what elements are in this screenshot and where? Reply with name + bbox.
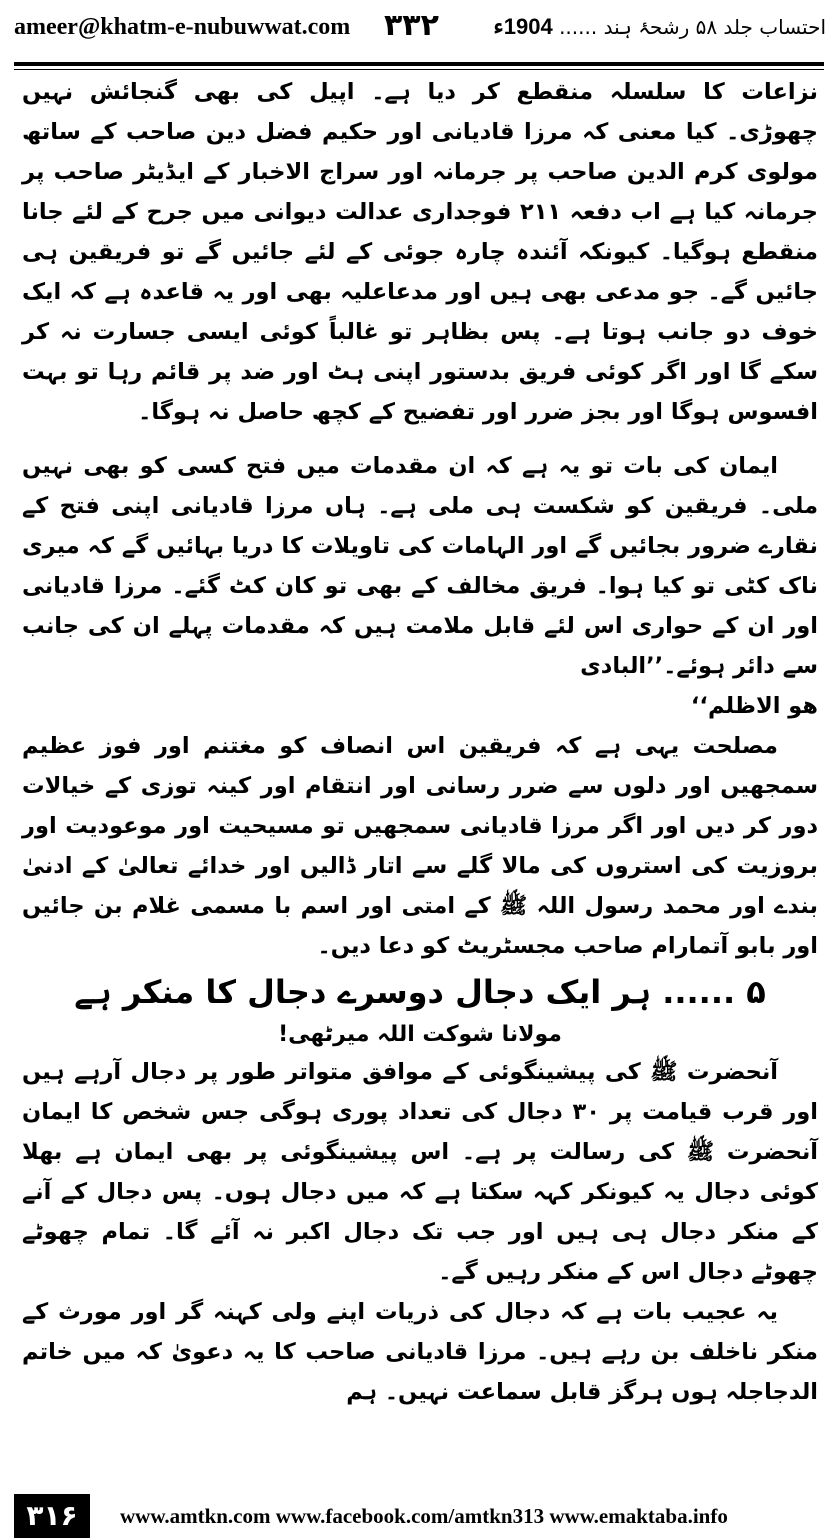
paragraph-3: مصلحت یہی ہے کہ فریقین اس انصاف کو مغتنم اور فوز عظیم سمجھیں اور دلوں سے ضرر رسانی اور انتقام اور کینہ توزی کے خیالات دور کر دیں اور اگر مرزا قادیانی سمجھیں تو مسیحیت اور موعودیت اور بروزیت کی استروں کی مالا گلے سے اتار ڈالیں اور خدائے تعالیٰ کے ادنیٰ بندے اور محمد رسول اللہ ﷺ کے امتی اور اسم با مسمی غلام بن جائیں اور بابو آتمارام صاحب مجسٹریٹ کو دعا دیں۔ xyxy=(22,733,818,959)
section-heading: ۵ ...... ہر ایک دجال دوسرے دجال کا منکر ہے xyxy=(74,973,766,1011)
paragraph-5: یہ عجیب بات ہے کہ دجال کی ذریات اپنے ولی کہنہ گر اور مورث کے منکر ناخلف بن رہے ہیں۔ مرزا قادیانی صاحب کا یہ دعویٰ کہ میں خاتم الدجاجلہ ہوں ہرگز قابل سماعت نہیں۔ ہم xyxy=(22,1299,818,1405)
header-page-number: ۳۳۲ xyxy=(384,8,439,43)
page-header xyxy=(0,0,840,58)
header-divider-thick xyxy=(14,62,824,66)
header-volume-info xyxy=(493,14,826,40)
page-footer xyxy=(0,1494,840,1540)
footer-links[interactable]: www.amtkn.com www.facebook.com/amtkn313 www.emaktaba.info xyxy=(120,1504,728,1528)
header-divider-thin xyxy=(14,69,824,70)
footer-page-number: ۳۱۶ xyxy=(14,1494,90,1538)
page-body xyxy=(22,72,818,1462)
paragraph-2: ایمان کی بات تو یہ ہے کہ ان مقدمات میں فتح کسی کو بھی نہیں ملی۔ فریقین کو شکست ہی ملی ہے۔ ہاں مرزا قادیانی اپنی فتح کے نقارے ضرور بجائیں گے اور الہامات کی تاویلات کا دریا بہائیں گے کہ میری ناک کٹی تو کیا ہوا۔ فریق مخالف کے بھی تو کان کٹ گئے۔ مرزا قادیانی اور ان کے حواری اس لئے قابل ملامت ہیں کہ مقدمات پہلے ان کی جانب سے دائر ہوئے۔’’البادی xyxy=(22,453,818,679)
paragraph-4: آنحضرت ﷺ کی پیشینگوئی کے موافق متواتر طور پر دجال آرہے ہیں اور قرب قیامت پر ۳۰ دجال کی تعداد پوری ہوگی جس شخص کا ایمان آنحضرت ﷺ کی رسالت پر ہے۔ اس پیشینگوئی پر بھی ایمان ہے بھلا کوئی دجال یہ کیونکر کہہ سکتا ہے کہ میں دجال ہوں۔ پس دجال کے آنے کے منکر دجال ہی ہیں اور جب تک دجال اکبر نہ آئے گا۔ تمام چھوٹے چھوٹے دجال اس کے منکر رہیں گے۔ xyxy=(22,1059,818,1285)
header-volume-label: احتساب جلد ۵۸ رشحۂ ہند xyxy=(603,15,826,39)
header-year: 1904ء xyxy=(493,14,553,39)
paragraph-2-tail: ھو الاظلم‘‘ xyxy=(690,693,818,719)
header-email: ameer@khatm-e-nubuwwat.com xyxy=(14,14,351,40)
header-dots: ...... xyxy=(559,15,598,39)
section-author: مولانا شوکت اللہ میرٹھی! xyxy=(278,1022,562,1047)
paragraph-1: نزاعات کا سلسلہ منقطع کر دیا ہے۔ اپیل کی بھی گنجائش نہیں چھوڑی۔ کیا معنی کہ مرزا قادیانی اور حکیم فضل دین صاحب کے ساتھ مولوی کرم الدین صاحب پر جرمانہ اور سراج الاخبار کے ایڈیٹر صاحب پر جرمانہ کیا ہے اب دفعہ ۲۱۱ فوجداری عدالت دیوانی میں جرح کے لئے جانا منقطع ہوگیا۔ کیونکہ آئندہ چارہ جوئی کے لئے جائیں گے تو فریقین ہی جائیں گے۔ جو مدعی بھی ہیں اور مدعاعلیہ بھی اور یہ قاعدہ ہے کہ ایک خوف دو جانب ہوتا ہے۔ پس بظاہر تو غالباً کوئی ایسی جسارت نہ کر سکے گا اور اگر کوئی فریق بدستور اپنی ہٹ اور ضد پر قائم رہا تو بہت افسوس ہوگا اور بجز ضرر اور تفضیح کے کچھ حاصل نہ ہوگا۔ xyxy=(22,79,818,425)
spacer xyxy=(22,432,818,446)
